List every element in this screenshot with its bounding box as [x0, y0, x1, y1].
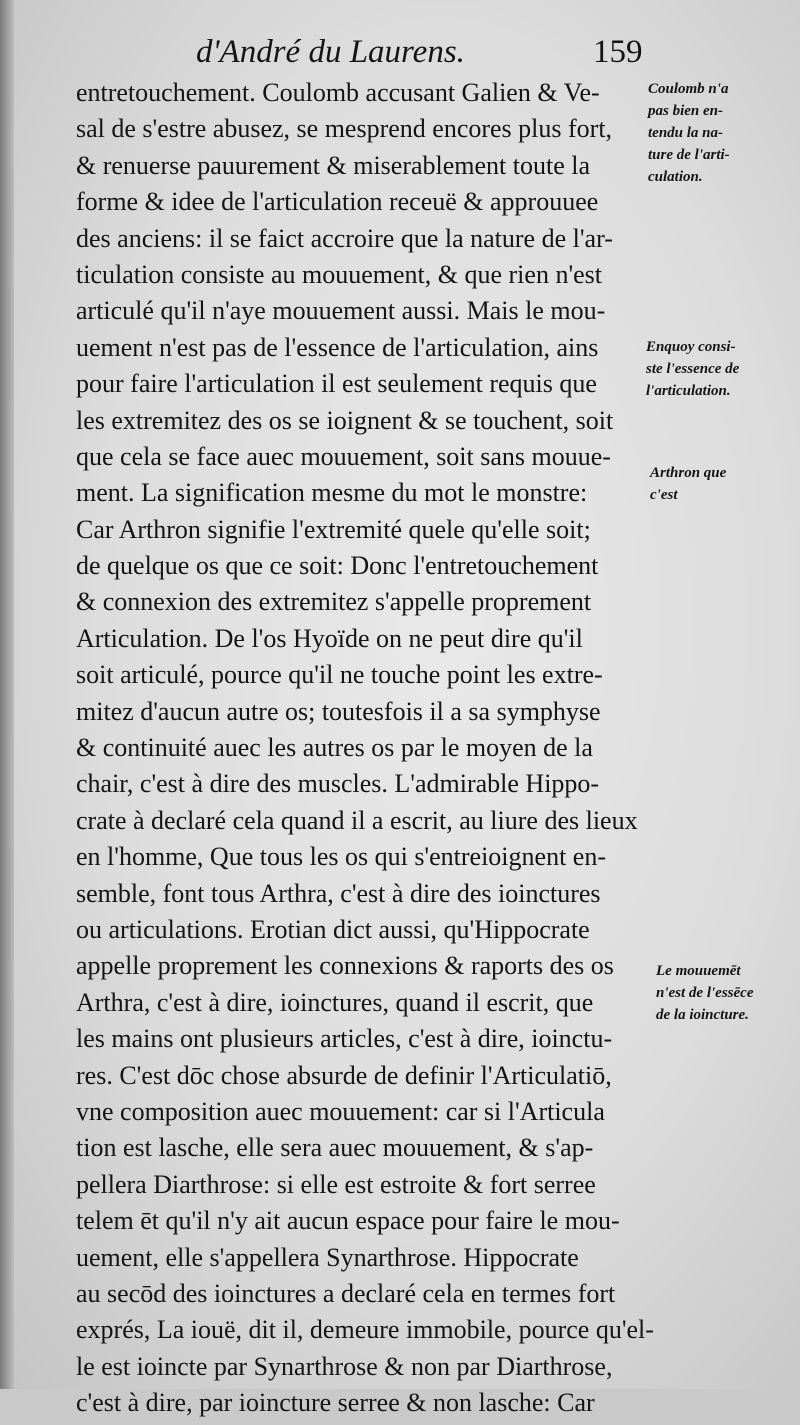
text-line: uement n'est pas de l'essence de l'articulation, ains — [76, 332, 599, 362]
page-number: 159 — [593, 34, 643, 70]
text-line: Car Arthron signifie l'extremité quele qu'elle soit; — [76, 514, 591, 544]
margin-note-line: culation. — [648, 169, 703, 185]
text-line: uement, elle s'appellera Synarthrose. Hippocrate — [76, 1242, 579, 1272]
text-line: res. C'est dōc chose absurde de definir l'Articulatiō, — [76, 1060, 612, 1090]
margin-note-line: pas bien en- — [648, 103, 723, 119]
margin-note-line: n'est de l'essēce — [656, 985, 754, 1001]
text-line: Articulation. De l'os Hyoïde on ne peut dire qu'il — [76, 623, 583, 653]
text-line: des anciens: il se faict accroire que la nature de l'ar- — [76, 223, 613, 253]
text-line: & renuerse pauurement & miserablement toute la — [76, 150, 591, 180]
margin-note — [656, 960, 753, 1026]
text-line: mitez d'aucun autre os; toutesfois il a sa symphyse — [76, 696, 601, 726]
margin-note — [650, 462, 726, 506]
margin-note — [648, 78, 730, 188]
text-line: en l'homme, Que tous les os qui s'entreioignent en- — [76, 842, 606, 872]
text-line: que cela se face auec mouuement, soit sans mouue- — [76, 441, 611, 471]
text-line: pour faire l'articulation il est seulement requis que — [76, 369, 597, 399]
margin-note — [646, 336, 739, 402]
margin-note-line: Le mouuemēt — [656, 963, 741, 979]
text-line: ticulation consiste au mouuement, & que rien n'est — [76, 259, 603, 289]
body-text — [76, 75, 656, 1425]
margin-note-line: c'est — [650, 487, 678, 503]
page-header — [0, 30, 800, 74]
text-line: les extremitez des os se ioignent & se touchent, soit — [76, 405, 614, 435]
text-line: le est ioincte par Synarthrose & non par Diarthrose, — [76, 1351, 613, 1381]
text-line: vne composition auec mouuement: car si l'Articula — [76, 1096, 605, 1126]
text-line: entretouchement. Coulomb accusant Galien & Ve- — [76, 78, 600, 107]
margin-note-line: l'articulation. — [646, 383, 731, 399]
text-line: appelle proprement les connexions & raports des os — [76, 951, 614, 981]
text-line: semble, font tous Arthra, c'est à dire des ioinctures — [76, 878, 601, 908]
text-line: au secōd des ioinctures a declaré cela en termes fort — [76, 1278, 616, 1308]
margin-note-line: Coulomb n'a — [648, 81, 729, 97]
margin-note-line: Enquoy consi- — [646, 339, 736, 355]
text-line: chair, c'est à dire des muscles. L'admirable Hippo- — [76, 769, 600, 799]
margin-note-line: Arthron que — [650, 465, 727, 481]
text-line: forme & idee de l'articulation receuë & approuuee — [76, 187, 599, 217]
text-line: & continuité auec les autres os par le moyen de la — [76, 733, 593, 763]
margin-note-line: ture de l'arti- — [648, 147, 730, 163]
running-head: d'André du Laurens. — [196, 34, 465, 70]
text-line: telem ēt qu'il n'y ait aucun espace pour faire le mou- — [76, 1206, 620, 1236]
text-line: articulé qu'il n'aye mouuement aussi. Mais le mou- — [76, 296, 606, 326]
margin-note-line: tendu la na- — [648, 125, 724, 141]
text-line: les mains ont plusieurs articles, c'est à dire, ioinctu- — [76, 1024, 613, 1054]
text-line: sal de s'estre abusez, se mesprend encores plus fort, — [76, 114, 613, 144]
text-line: Arthra, c'est à dire, ioinctures, quand il escrit, que — [76, 987, 594, 1017]
margin-note-line: de la ioincture. — [656, 1007, 749, 1023]
text-line: & connexion des extremitez s'appelle proprement — [76, 587, 592, 617]
text-line: ou articulations. Erotian dict aussi, qu'Hippocrate — [76, 914, 590, 944]
text-line: crate à declaré cela quand il a escrit, au liure des lieux — [76, 805, 638, 835]
text-line: soit articulé, pource qu'il ne touche point les extre- — [76, 660, 603, 690]
page-gutter-shadow — [0, 0, 14, 1389]
text-line: de quelque os que ce soit: Donc l'entretouchement — [76, 551, 599, 581]
text-line: exprés, La iouë, dit il, demeure immobile, pource qu'el- — [76, 1315, 654, 1345]
text-line: tion est lasche, elle sera auec mouuement, & s'ap- — [76, 1133, 594, 1163]
text-line: c'est à dire, par ioincture serree & non lasche: Car — [76, 1388, 595, 1418]
text-line: pellera Diarthrose: si elle est estroite & fort serree — [76, 1169, 596, 1199]
text-line: ment. La signification mesme du mot le monstre: — [76, 478, 588, 508]
margin-note-line: ste l'essence de — [646, 361, 740, 377]
